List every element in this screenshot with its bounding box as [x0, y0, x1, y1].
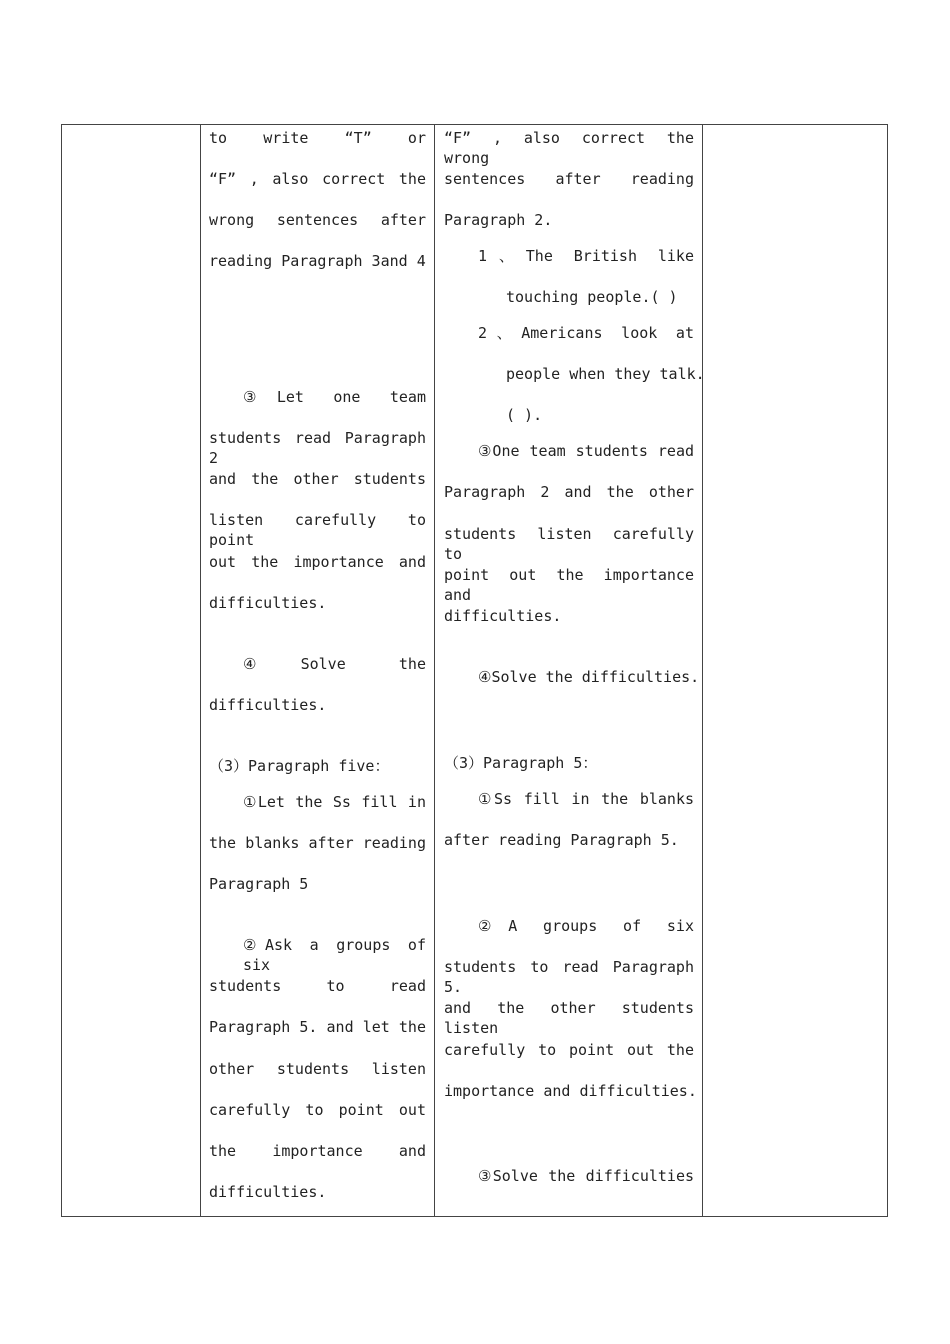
student-line: 2、Americans look at: [478, 324, 694, 342]
teacher-line: to write “T” or: [209, 129, 426, 147]
student-line: after reading Paragraph 5.: [444, 831, 679, 849]
student-line: and the other students listen: [444, 999, 694, 1037]
teacher-line: “F” , also correct the: [209, 170, 426, 188]
student-line: ③Solve the difficulties: [478, 1167, 694, 1185]
teacher-line: reading Paragraph 3and 4: [209, 252, 426, 270]
student-line: point out the importance and: [444, 566, 694, 604]
teacher-line: Paragraph 5. and let the: [209, 1018, 426, 1036]
column-divider-3: [702, 124, 703, 1217]
teacher-line: the importance and: [209, 1142, 426, 1160]
student-line: ②A groups of six: [478, 917, 694, 935]
teacher-line: difficulties.: [209, 594, 327, 612]
student-section-heading: （3）Paragraph 5：: [444, 754, 598, 772]
teacher-line: wrong sentences after: [209, 211, 426, 229]
teacher-line: difficulties.: [209, 1183, 327, 1201]
teacher-line: difficulties.: [209, 696, 327, 714]
student-line: sentences after reading: [444, 170, 694, 188]
teacher-section-heading: （3）Paragraph five：: [209, 757, 390, 775]
teacher-line: students to read: [209, 977, 426, 995]
teacher-line: out the importance and: [209, 553, 426, 571]
column-divider-1: [200, 124, 201, 1217]
student-line: touching people.( ): [506, 288, 678, 306]
teacher-line: the blanks after reading: [209, 834, 426, 852]
teacher-line: ①Let the Ss fill in: [243, 793, 426, 811]
teacher-line: ④Solve the: [243, 655, 426, 673]
teacher-line: and the other students: [209, 470, 426, 488]
student-line: ①Ss fill in the blanks: [478, 790, 694, 808]
teacher-line: students read Paragraph 2: [209, 429, 426, 467]
student-line: students listen carefully to: [444, 525, 694, 563]
student-line: importance and difficulties.: [444, 1082, 697, 1100]
student-line: “F” , also correct the wrong: [444, 129, 694, 167]
teacher-line: ②Ask a groups of six: [243, 936, 426, 974]
teacher-line: other students listen: [209, 1060, 426, 1078]
student-line: difficulties.: [444, 607, 562, 625]
teacher-line: listen carefully to point: [209, 511, 426, 549]
column-divider-2: [434, 124, 435, 1217]
student-line: carefully to point out the: [444, 1041, 694, 1059]
student-line: 1、The British like: [478, 247, 694, 265]
student-line: ( ).: [506, 406, 543, 424]
teacher-line: Paragraph 5: [209, 875, 309, 893]
student-line: Paragraph 2.: [444, 211, 553, 229]
teacher-line: carefully to point out: [209, 1101, 426, 1119]
student-line: ③One team students read: [478, 442, 694, 460]
student-line: ④Solve the difficulties.: [478, 668, 700, 686]
teacher-line: ③Let one team: [243, 388, 426, 406]
student-line: students to read Paragraph 5.: [444, 958, 694, 996]
student-line: Paragraph 2 and the other: [444, 483, 694, 501]
student-line: people when they talk.: [506, 365, 705, 383]
